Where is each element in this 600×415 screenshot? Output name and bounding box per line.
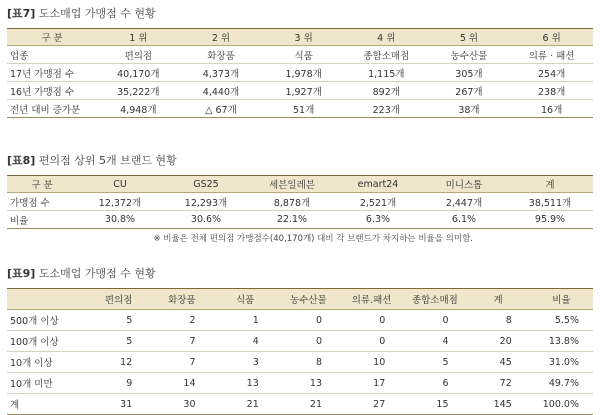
table8-section [7, 153, 593, 244]
table8-title-text: 편의점 상위 5개 브랜드 현황 [38, 154, 177, 167]
table-cell: 12 [87, 352, 150, 373]
table-cell: 0 [403, 310, 466, 331]
table7-header-cell: 1 위 [97, 29, 180, 46]
table-cell: 식품 [262, 46, 345, 64]
table-cell: 35,222개 [97, 82, 180, 100]
table-cell: 21 [277, 394, 340, 415]
table9-header-cell: 식품 [214, 289, 277, 310]
table-cell: 4,373개 [180, 64, 263, 82]
table-cell: 13 [214, 373, 277, 394]
table9-section [7, 266, 593, 415]
table7-title-text: 도소매업 가맹점 수 현황 [38, 7, 156, 20]
table-cell: 의류 · 패션 [510, 46, 593, 64]
table7-header-cell: 구 분 [7, 29, 97, 46]
table-cell: 31.0% [530, 352, 593, 373]
table9-header-cell: 비율 [530, 289, 593, 310]
table9-title-text: 도소매업 가맹점 수 현황 [38, 267, 156, 280]
table9-title [7, 266, 593, 281]
row-label: 100개 이상 [7, 331, 87, 352]
table-cell: 13 [277, 373, 340, 394]
row-label: 10개 이상 [7, 352, 87, 373]
row-label: 비율 [7, 211, 77, 229]
table9-header-cell: 화장품 [150, 289, 213, 310]
table-cell: 267개 [428, 82, 511, 100]
table-cell: 0 [277, 331, 340, 352]
table7-header-row [7, 29, 593, 46]
table-cell: 7 [150, 331, 213, 352]
table-cell: 4 [403, 331, 466, 352]
table-cell: 238개 [510, 82, 593, 100]
table-cell: 20 [467, 331, 530, 352]
table-row [7, 331, 593, 352]
table9-header-row [7, 289, 593, 310]
table8-header-cell: CU [77, 176, 163, 193]
table-row [7, 64, 593, 82]
table-cell: 6 [403, 373, 466, 394]
table-cell: 종합소매점 [345, 46, 428, 64]
table-cell: 40,170개 [97, 64, 180, 82]
table-row [7, 211, 593, 229]
table7-header-cell: 5 위 [428, 29, 511, 46]
table-cell: △ 67개 [180, 100, 263, 118]
table-cell: 31 [87, 394, 150, 415]
table-cell: 12,372개 [77, 193, 163, 211]
table-cell: 2 [150, 310, 213, 331]
table-cell: 49.7% [530, 373, 593, 394]
table9-header-cell: 농수산물 [277, 289, 340, 310]
table-cell: 1,115개 [345, 64, 428, 82]
table-cell: 14 [150, 373, 213, 394]
table-cell: 100.0% [530, 394, 593, 415]
table-row [7, 394, 593, 415]
table-cell: 45 [467, 352, 530, 373]
table-cell: 30 [150, 394, 213, 415]
table-cell: 1,978개 [262, 64, 345, 82]
table9-header-cell: 계 [467, 289, 530, 310]
table8-header-cell: 계 [507, 176, 593, 193]
table7-tag: [표7] [7, 7, 36, 20]
table-cell: 4 [214, 331, 277, 352]
table-cell: 편의점 [97, 46, 180, 64]
table-row [7, 310, 593, 331]
table7-header-cell: 6 위 [510, 29, 593, 46]
table9-header-cell [7, 289, 87, 310]
table-cell: 72 [467, 373, 530, 394]
row-label: 가맹점 수 [7, 193, 77, 211]
table-cell: 21 [214, 394, 277, 415]
table8-header-row [7, 176, 593, 193]
table-cell: 1 [214, 310, 277, 331]
table-cell: 5.5% [530, 310, 593, 331]
row-label: 10개 미만 [7, 373, 87, 394]
table7-header-cell: 3 위 [262, 29, 345, 46]
table-cell: 30.8% [77, 211, 163, 229]
table-cell: 2,447개 [421, 193, 507, 211]
table-cell: 8 [467, 310, 530, 331]
table9 [7, 288, 593, 415]
table-cell: 0 [340, 310, 403, 331]
table-cell: 254개 [510, 64, 593, 82]
row-label: 계 [7, 394, 87, 415]
table-cell: 16개 [510, 100, 593, 118]
table-cell: 892개 [345, 82, 428, 100]
table-cell: 305개 [428, 64, 511, 82]
table9-header-cell: 편의점 [87, 289, 150, 310]
table-cell: 15 [403, 394, 466, 415]
table-row [7, 100, 593, 118]
table-cell: 30.6% [163, 211, 249, 229]
table7-header-cell: 4 위 [345, 29, 428, 46]
table-cell: 223개 [345, 100, 428, 118]
table-row [7, 193, 593, 211]
table-cell: 0 [277, 310, 340, 331]
table7 [7, 28, 593, 118]
table9-header-cell: 종합소매점 [403, 289, 466, 310]
table-cell: 10 [340, 352, 403, 373]
table-cell: 3 [214, 352, 277, 373]
table-cell: 17 [340, 373, 403, 394]
table-cell: 12,293개 [163, 193, 249, 211]
row-label: 16년 가맹점 수 [7, 82, 97, 100]
table-cell: 22.1% [249, 211, 335, 229]
table-cell: 4,440개 [180, 82, 263, 100]
table7-title [7, 6, 593, 21]
table-cell: 5 [87, 331, 150, 352]
table-cell: 1,927개 [262, 82, 345, 100]
table8-header-cell: 미니스톱 [421, 176, 507, 193]
row-label: 전년 대비 증가분 [7, 100, 97, 118]
table-cell: 8,878개 [249, 193, 335, 211]
table8-tag: [표8] [7, 154, 36, 167]
table8-header-cell: GS25 [163, 176, 249, 193]
table-cell: 5 [87, 310, 150, 331]
table-cell: 2,521개 [335, 193, 421, 211]
table8 [7, 175, 593, 229]
table-row [7, 373, 593, 394]
table-row [7, 352, 593, 373]
table-cell: 145 [467, 394, 530, 415]
table-cell: 38개 [428, 100, 511, 118]
row-label: 17년 가맹점 수 [7, 64, 97, 82]
table8-note: ※ 비율은 전체 편의점 가맹점수(40,170개) 대비 각 브랜드가 차지하는 비율을 의미함. [153, 234, 473, 244]
table-row [7, 46, 593, 64]
table8-title [7, 153, 593, 168]
table-cell: 0 [340, 331, 403, 352]
table-cell: 38,511개 [507, 193, 593, 211]
table-cell: 95.9% [507, 211, 593, 229]
table-cell: 7 [150, 352, 213, 373]
table-cell: 농수산물 [428, 46, 511, 64]
table-cell: 27 [340, 394, 403, 415]
table-cell: 5 [403, 352, 466, 373]
table8-header-cell: 구 분 [7, 176, 77, 193]
row-label: 500개 이상 [7, 310, 87, 331]
table-cell: 8 [277, 352, 340, 373]
table-cell: 화장품 [180, 46, 263, 64]
table9-tag: [표9] [7, 267, 36, 280]
table-cell: 6.3% [335, 211, 421, 229]
table8-header-cell: 세븐일레븐 [249, 176, 335, 193]
table7-header-cell: 2 위 [180, 29, 263, 46]
table8-header-cell: emart24 [335, 176, 421, 193]
table-cell: 6.1% [421, 211, 507, 229]
table-cell: 4,948개 [97, 100, 180, 118]
table-cell: 13.8% [530, 331, 593, 352]
table-cell: 51개 [262, 100, 345, 118]
row-label: 업종 [7, 46, 97, 64]
table7-section [7, 6, 593, 118]
table-cell: 9 [87, 373, 150, 394]
table-row [7, 82, 593, 100]
table9-header-cell: 의류.패션 [340, 289, 403, 310]
